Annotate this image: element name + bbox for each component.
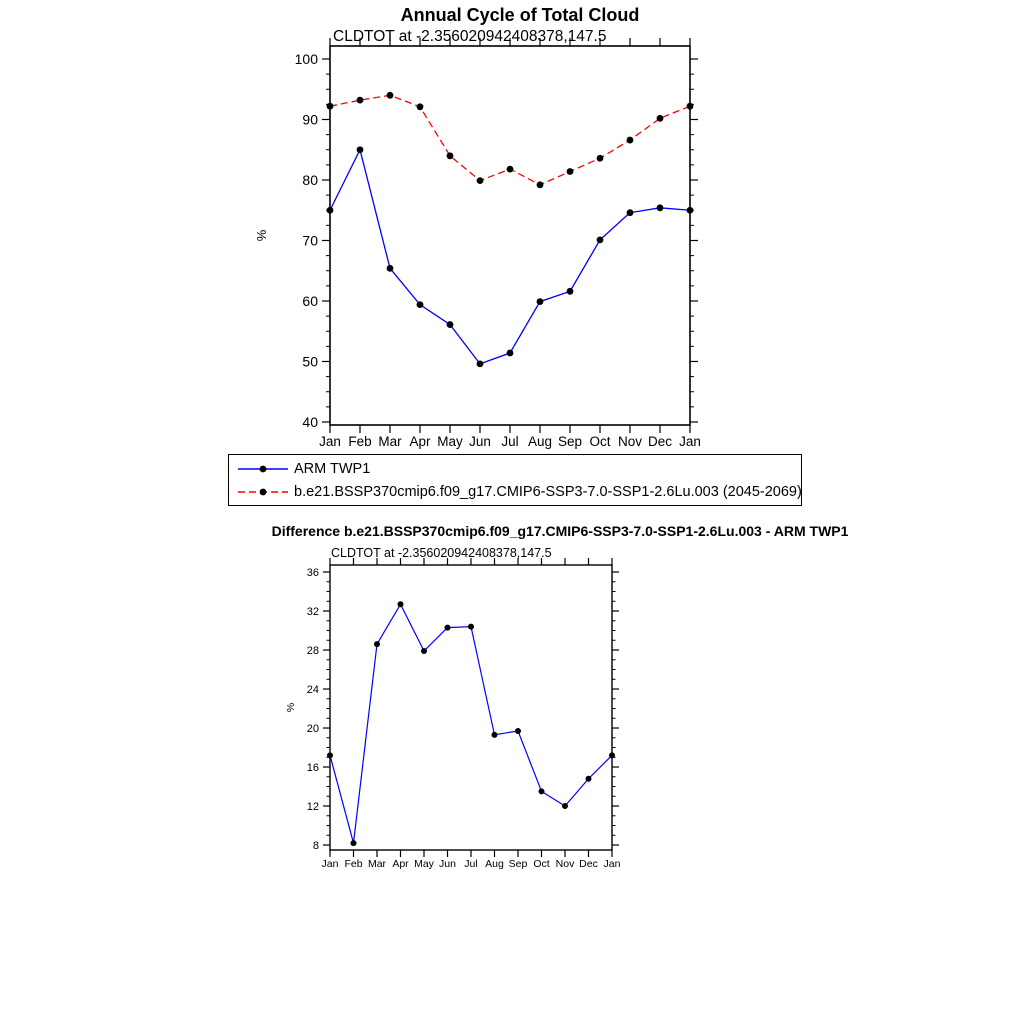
- svg-text:20: 20: [306, 722, 319, 735]
- svg-text:May: May: [437, 433, 463, 449]
- svg-text:8: 8: [312, 839, 319, 852]
- svg-text:%: %: [285, 702, 297, 713]
- legend-item-model-run: [237, 480, 802, 503]
- svg-text:Mar: Mar: [367, 857, 387, 870]
- chart2-subtitle: CLDTOT at -2.356020942408378,147.5: [331, 546, 552, 560]
- svg-text:Jul: Jul: [464, 857, 478, 870]
- svg-text:32: 32: [306, 605, 319, 618]
- svg-text:Jun: Jun: [439, 857, 456, 870]
- svg-text:24: 24: [306, 683, 319, 696]
- svg-text:Oct: Oct: [589, 433, 611, 449]
- svg-text:60: 60: [302, 292, 318, 309]
- chart1-title: Annual Cycle of Total Cloud: [400, 5, 640, 25]
- svg-text:Feb: Feb: [344, 857, 363, 870]
- legend-item-arm-twp1: [237, 457, 793, 480]
- svg-text:16: 16: [306, 761, 319, 774]
- svg-text:May: May: [414, 857, 434, 870]
- svg-text:100: 100: [294, 50, 318, 67]
- svg-text:%: %: [254, 229, 269, 242]
- svg-text:Apr: Apr: [409, 433, 431, 449]
- legend-line-sample-dashed-red: [237, 484, 289, 500]
- svg-text:12: 12: [306, 800, 319, 813]
- svg-text:70: 70: [302, 232, 318, 249]
- legend-line-sample-solid-blue: [237, 461, 289, 477]
- svg-text:Nov: Nov: [617, 433, 643, 449]
- svg-text:40: 40: [302, 413, 318, 430]
- svg-text:36: 36: [306, 566, 319, 579]
- svg-text:Jun: Jun: [469, 433, 491, 449]
- svg-text:Dec: Dec: [647, 433, 673, 449]
- legend-label-model-run: b.e21.BSSP370cmip6.f09_g17.CMIP6-SSP3-7.0-SSP1-2.6Lu.003 (2045-2069): [294, 483, 802, 500]
- svg-text:Sep: Sep: [557, 433, 583, 449]
- svg-text:90: 90: [302, 111, 318, 128]
- svg-text:Feb: Feb: [348, 433, 372, 449]
- svg-text:Nov: Nov: [555, 857, 575, 870]
- svg-text:Jan: Jan: [603, 857, 621, 870]
- svg-text:Dec: Dec: [579, 857, 598, 870]
- svg-text:80: 80: [302, 171, 318, 188]
- chart2-title: Difference b.e21.BSSP370cmip6.f09_g17.CMIP6-SSP3-7.0-SSP1-2.6Lu.003 - ARM TWP1: [271, 523, 849, 539]
- svg-text:Jan: Jan: [321, 857, 339, 870]
- svg-text:Jul: Jul: [501, 433, 519, 449]
- legend-label-arm-twp1: ARM TWP1: [294, 460, 371, 477]
- svg-text:Oct: Oct: [533, 857, 550, 870]
- svg-text:Jan: Jan: [319, 433, 341, 449]
- svg-text:Apr: Apr: [392, 857, 409, 870]
- svg-text:50: 50: [302, 353, 318, 370]
- svg-text:28: 28: [306, 644, 319, 657]
- svg-text:Mar: Mar: [378, 433, 402, 449]
- svg-text:Sep: Sep: [508, 857, 528, 870]
- legend-box: [228, 454, 802, 506]
- svg-text:Aug: Aug: [527, 433, 553, 449]
- svg-text:Jan: Jan: [679, 433, 701, 449]
- chart1-subtitle: CLDTOT at -2.356020942408378,147.5: [333, 28, 607, 45]
- svg-text:Aug: Aug: [485, 857, 504, 870]
